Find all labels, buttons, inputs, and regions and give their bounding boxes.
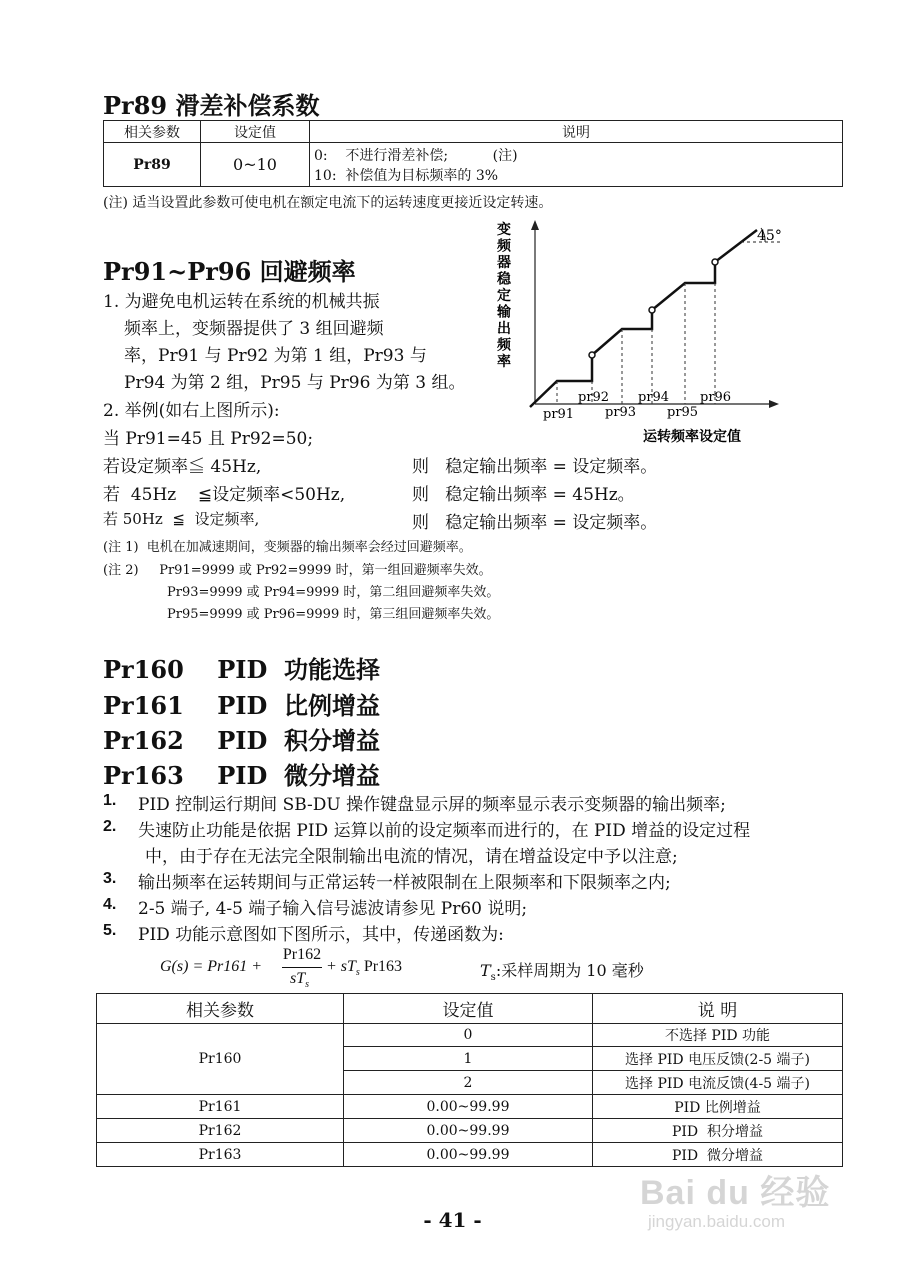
table-cell-range: 0~10 bbox=[201, 143, 310, 187]
den-text: sT bbox=[290, 970, 306, 987]
pid-item-text: 输出频率在运转期间与正常运转一样被限制在上限频率和下限频率之内; bbox=[138, 873, 671, 893]
ylabel-char: 输 bbox=[497, 304, 511, 321]
avoidance-graph bbox=[495, 212, 795, 448]
table-cell-desc: PID 比例增益 bbox=[593, 1095, 843, 1119]
pr89-table bbox=[103, 120, 843, 187]
formula-ts bbox=[480, 958, 644, 983]
rule3-then: 则 稳定输出频率 = 设定频率。 bbox=[412, 513, 658, 533]
item2: 2. 举例(如右上图所示): bbox=[103, 401, 280, 421]
table-cell-desc: PID 微分增益 bbox=[593, 1143, 843, 1167]
watermark-url: jingyan.baidu.com bbox=[648, 1212, 786, 1231]
ylabel-char: 定 bbox=[497, 288, 511, 304]
baidu-watermark bbox=[640, 1165, 870, 1232]
note2-line: Pr95=9999 或 Pr96=9999 时，第三组回避频率失效。 bbox=[167, 607, 500, 622]
pid-table bbox=[96, 993, 843, 1167]
table-cell-param: Pr162 bbox=[97, 1119, 344, 1143]
fraction-bar bbox=[282, 967, 322, 968]
table-header: 说 明 bbox=[593, 994, 843, 1024]
table-cell-param: Pr89 bbox=[104, 143, 201, 187]
graph-ylabel bbox=[496, 221, 512, 370]
table-cell-value: 1 bbox=[344, 1047, 593, 1071]
table-header: 设定值 bbox=[344, 994, 593, 1024]
pid-item-text: PID 功能示意图如下图所示，其中，传递函数为: bbox=[138, 925, 504, 945]
item-number: 2. bbox=[103, 818, 117, 835]
item-number: 5. bbox=[103, 922, 117, 939]
pid-title-163: Pr163 PID 微分增益 bbox=[103, 761, 381, 790]
formula-numerator: Pr162 bbox=[282, 946, 322, 963]
ts-sub: s bbox=[490, 972, 496, 984]
pid-title-160: Pr160 PID 功能选择 bbox=[103, 655, 381, 684]
y-axis-arrow bbox=[531, 220, 539, 230]
table-cell-param: Pr160 bbox=[97, 1024, 344, 1095]
table-header: 相关参数 bbox=[97, 994, 344, 1024]
table-header: 设定值 bbox=[201, 121, 310, 143]
page-number: - 41 - bbox=[423, 1208, 482, 1232]
pid-item-text: 2-5 端子, 4-5 端子输入信号滤波请参见 Pr60 说明; bbox=[138, 899, 528, 919]
table-row bbox=[97, 1119, 843, 1143]
table-row bbox=[97, 1024, 843, 1047]
ylabel-char: 器 bbox=[497, 255, 511, 271]
table-header: 说明 bbox=[310, 121, 843, 143]
pid-title-162: Pr162 PID 积分增益 bbox=[103, 726, 381, 755]
pid-item-text: 失速防止功能是依据 PID 运算以前的设定频率而进行的，在 PID 增益的设定过程 bbox=[138, 821, 751, 841]
ylabel-char: 变 bbox=[497, 222, 511, 238]
frequency-curve bbox=[530, 230, 757, 407]
label-pr94: pr94 bbox=[638, 390, 670, 405]
note1: (注 1) 电机在加减速期间，变频器的输出频率会经过回避频率。 bbox=[103, 540, 472, 555]
table-row bbox=[97, 1095, 843, 1119]
item-number: 3. bbox=[103, 870, 117, 887]
watermark-logo: Bai du 经验 bbox=[640, 1174, 831, 1212]
pid-title-161: Pr161 PID 比例增益 bbox=[103, 691, 381, 720]
den-sub: s bbox=[305, 979, 310, 991]
rule2-then: 则 稳定输出频率 = 45Hz。 bbox=[412, 485, 635, 505]
table-cell-desc: 不选择 PID 功能 bbox=[593, 1024, 843, 1047]
rest2-text: Pr163 bbox=[359, 958, 403, 975]
ts-text: T bbox=[480, 961, 491, 980]
pid-item-text: 中，由于存在无法完全限制输出电流的情况，请在增益设定中予以注意; bbox=[145, 847, 678, 867]
rest-sub: s bbox=[355, 967, 360, 979]
table-cell-value: 0.00~99.99 bbox=[344, 1143, 593, 1167]
pid-item-text: PID 控制运行期间 SB-DU 操作键盘显示屏的频率显示表示变频器的输出频率; bbox=[138, 795, 726, 815]
label-pr92: pr92 bbox=[578, 390, 610, 405]
formula-denominator bbox=[290, 970, 309, 990]
graph-xlabel: 运转频率设定值 bbox=[643, 429, 741, 445]
curve-point bbox=[649, 307, 655, 313]
pr91-title: Pr91~Pr96 回避频率 bbox=[103, 257, 356, 286]
rule1-cond: 若设定频率≦ 45Hz, bbox=[103, 457, 262, 477]
x-axis-arrow bbox=[769, 400, 779, 408]
item1-line: 率，Pr91 与 Pr92 为第 1 组，Pr93 与 bbox=[124, 346, 427, 366]
desc-line: 0: 不进行滑差补偿; (注) bbox=[314, 147, 518, 164]
rest-text: + sT bbox=[326, 958, 356, 975]
item1-line: 频率上，变频器提供了 3 组回避频 bbox=[124, 319, 384, 339]
table-cell-desc: 选择 PID 电压反馈(2-5 端子) bbox=[593, 1047, 843, 1071]
note2-line: (注 2) Pr91=9999 或 Pr92=9999 时，第一组回避频率失效。 bbox=[103, 563, 492, 578]
ylabel-char: 出 bbox=[497, 321, 511, 337]
table-cell-value: 0.00~99.99 bbox=[344, 1095, 593, 1119]
table-cell-value: 0 bbox=[344, 1024, 593, 1047]
table-header: 相关参数 bbox=[104, 121, 201, 143]
item-number: 1. bbox=[103, 792, 117, 809]
label-pr95: pr95 bbox=[667, 405, 699, 420]
table-cell-value: 0.00~99.99 bbox=[344, 1119, 593, 1143]
pr89-note: (注) 适当设置此参数可使电机在额定电流下的运转速度更接近设定转速。 bbox=[103, 195, 553, 211]
rule3-cond: 若 50Hz ≦ 设定频率, bbox=[103, 510, 260, 528]
formula-rest bbox=[326, 958, 402, 978]
ylabel-char: 稳 bbox=[497, 271, 511, 288]
formula-lhs: G(s) = Pr161 + bbox=[160, 958, 263, 975]
curve-point bbox=[589, 352, 595, 358]
pr89-title: Pr89 滑差补偿系数 bbox=[103, 91, 320, 120]
desc-line: 10: 补偿值为目标频率的 3% bbox=[314, 167, 499, 184]
table-cell-desc: PID 积分增益 bbox=[593, 1119, 843, 1143]
rule2-cond: 若 45Hz ≦设定频率<50Hz, bbox=[103, 485, 346, 505]
label-pr96: pr96 bbox=[700, 390, 732, 405]
table-cell-param: Pr163 bbox=[97, 1143, 344, 1167]
curve-point bbox=[712, 259, 718, 265]
ylabel-char: 率 bbox=[497, 354, 511, 370]
ylabel-char: 频 bbox=[497, 238, 511, 255]
angle-label: 45° bbox=[757, 228, 782, 244]
table-cell-desc bbox=[310, 143, 843, 187]
item-number: 4. bbox=[103, 896, 117, 913]
rule1-then: 则 稳定输出频率 = 设定频率。 bbox=[412, 457, 658, 477]
table-cell-value: 2 bbox=[344, 1071, 593, 1095]
item1-line: 1. 为避免电机运转在系统的机械共振 bbox=[103, 292, 380, 312]
table-cell-desc: 选择 PID 电流反馈(4-5 端子) bbox=[593, 1071, 843, 1095]
example-when: 当 Pr91=45 且 Pr92=50; bbox=[103, 429, 314, 449]
table-cell-param: Pr161 bbox=[97, 1095, 344, 1119]
item1-line: Pr94 为第 2 组，Pr95 与 Pr96 为第 3 组。 bbox=[124, 373, 466, 393]
ts-desc: :采样周期为 10 毫秒 bbox=[495, 961, 644, 980]
note2-line: Pr93=9999 或 Pr94=9999 时，第二组回避频率失效。 bbox=[167, 585, 500, 600]
label-pr91: pr91 bbox=[543, 407, 575, 422]
ylabel-char: 频 bbox=[497, 337, 511, 354]
label-pr93: pr93 bbox=[605, 405, 637, 420]
table-row bbox=[97, 1143, 843, 1167]
